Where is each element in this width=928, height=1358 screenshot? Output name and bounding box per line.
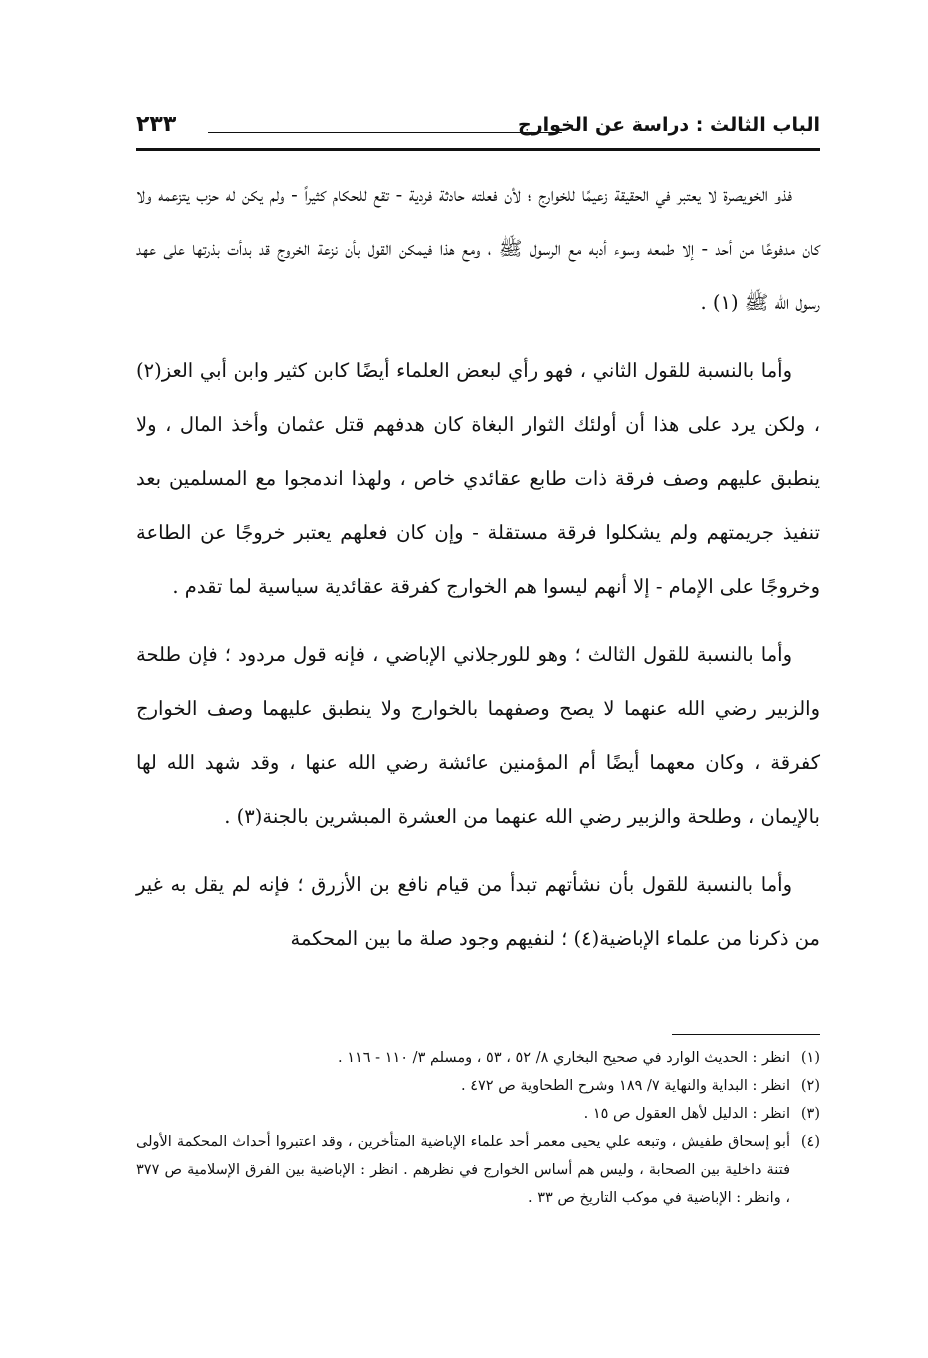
footnote bbox=[136, 1128, 820, 1212]
footnote-text: انظر : البداية والنهاية ٧/ ١٨٩ وشرح الطحاوية ص ٤٧٢ . bbox=[461, 1078, 790, 1094]
paragraph: وأما بالنسبة للقول بأن نشأتهم تبدأ من قيام نافع بن الأزرق ؛ فإنه لم يقل به غير من ذكرنا من علماء الإباضية(٤) ؛ لنفيهم وجود صلة ما بين المحكمة bbox=[136, 873, 820, 950]
header-rule bbox=[136, 148, 820, 151]
footnote-number: (٣) bbox=[800, 1106, 820, 1122]
footnotes bbox=[136, 1044, 820, 1212]
paragraph: وأما بالنسبة للقول الثاني ، فهو رأي لبعض العلماء أيضًا كابن كثير وابن أبي العز(٢) ، ولكن يرد على هذا أن أولئك الثوار البغاة كان هدفهم قتل عثمان وأخذ المال ، ولا ينطبق عليهم وصف فرقة ذات طابع عقائدي خاص ، ولهذا اندمجوا مع المسلمين بعد تنفيذ جريمتهم ولم يشكلوا فرقة مستقلة - وإن كان فعلهم يعتبر خروجًا عن الطاعة وخروجًا على الإمام - إلا أنهم ليسوا هم الخوارج كفرقة عقائدية سياسية لما تقدم . bbox=[136, 359, 820, 598]
footnote-text: انظر : الدليل لأهل العقول ص ١٥ . bbox=[583, 1106, 790, 1122]
footnote-number: (٢) bbox=[800, 1078, 820, 1094]
footnote-number: (٤) bbox=[800, 1134, 820, 1150]
footnote-text: أبو إسحاق طفيش ، وتبعه علي يحيى معمر أحد علماء الإباضية المتأخرين ، وقد اعتبروا أحداث المحكمة الأولى فتنة داخلية بين الصحابة ، وليس هم أساس الخوارج في نظرهم . انظر : الإباضية بين الفرق الإسلامية ص ٣٧٧ ، وانظر : الإباضية في موكب التاريخ ص ٣٣ . bbox=[136, 1134, 790, 1206]
footnote bbox=[136, 1072, 820, 1100]
footnote bbox=[136, 1100, 820, 1128]
footnote-text: انظر : الحديث الوارد في صحيح البخاري ٨/ ٥٢ ، ٥٣ ، ومسلم ٣/ ١١٠ - ١١٦ . bbox=[337, 1050, 790, 1066]
footnote-rule bbox=[672, 1034, 820, 1035]
footnote bbox=[136, 1044, 820, 1072]
page-number: ٢٣٣ bbox=[136, 112, 177, 137]
paragraph: فذو الخويصرة لا يعتبر في الحقيقة زعيمًا للخوارج ؛ لأن فعلته حادثة فردية - تقع للحكام كثيراً - ولم يكن له حزب يتزعمه ولا كان مدفوعًا من أحد - إلا طمعه وسوء أدبه مع الرسول ﷺ ، ومع هذا فيمكن القول بأن نزعة الخروج قد بدأت بذرتها على عهد رسول الله ﷺ (١) . bbox=[136, 183, 820, 314]
header-leader-line bbox=[208, 132, 562, 133]
chapter-title: الباب الثالث : دراسة عن الخوارج bbox=[518, 114, 820, 136]
running-header bbox=[136, 112, 820, 144]
footnote-number: (١) bbox=[800, 1050, 820, 1066]
paragraph: وأما بالنسبة للقول الثالث ؛ وهو للورجلاني الإباضي ، فإنه قول مردود ؛ فإن طلحة والزبير رضي الله عنهما لا يصح وصفهما بالخوارج ولا ينطبق عليهما وصف الخوارج كفرقة ، وكان معهما أيضًا أم المؤمنين عائشة رضي الله عنها ، وقد شهد الله لها بالإيمان ، وطلحة والزبير رضي الله عنهما من العشرة المبشرين بالجنة(٣) . bbox=[136, 643, 820, 828]
main-text bbox=[136, 168, 820, 966]
